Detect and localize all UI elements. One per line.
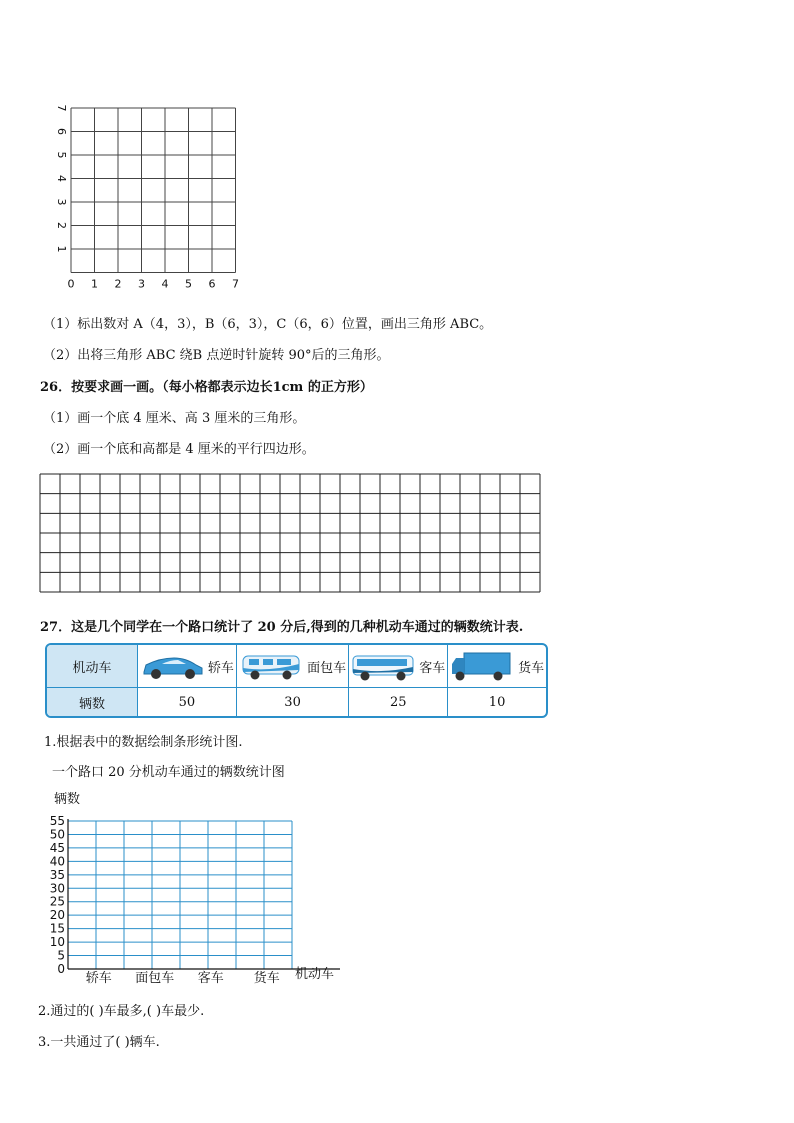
chart-y-tick: 35 — [49, 867, 65, 882]
vehicle-cell-bus — [349, 645, 448, 688]
q27-title: 27．这是几个同学在一个路口统计了 20 分后,得到的几种机动车通过的辆数统计表. — [40, 620, 524, 635]
chart-y-tick: 0 — [57, 962, 65, 976]
coordinate-grid — [50, 100, 250, 290]
chart-y-tick: 5 — [57, 948, 65, 963]
y-tick-label: 4 — [55, 175, 68, 182]
x-tick-label: 2 — [114, 277, 122, 290]
vehicle-label-truck: 货车 — [518, 660, 545, 676]
q27-sub3: 3.一共通过了( )辆车. — [38, 1035, 160, 1050]
truck-icon — [450, 650, 516, 682]
coordinate-x-ticks — [68, 278, 240, 291]
x-tick-label: 3 — [138, 277, 145, 290]
table-header-label: 机动车 — [47, 645, 138, 688]
chart-y-tick: 45 — [49, 840, 65, 855]
y-tick-label: 2 — [55, 222, 68, 229]
chart-y-tick: 20 — [49, 908, 65, 923]
vehicle-cell-truck — [448, 645, 546, 688]
q26-title: 26．按要求画一画。（每小格都表示边长1cm 的正方形） — [40, 380, 373, 395]
coordinate-y-ticks — [55, 105, 68, 253]
chart-category-label: 货车 — [253, 971, 280, 985]
coordinate-grid-lines — [71, 108, 236, 273]
chart-x-categories — [86, 970, 280, 985]
q26-part2: （2）画一个底和高都是 4 厘米的平行四边形。 — [43, 442, 315, 457]
chart-y-tick: 50 — [49, 827, 65, 842]
vehicle-label-bus: 客车 — [419, 660, 446, 676]
vehicle-label-van: 面包车 — [307, 660, 347, 676]
chart-grid — [68, 821, 292, 969]
x-tick-label: 4 — [161, 277, 169, 290]
x-tick-label: 7 — [232, 277, 239, 290]
chart-category-label: 面包车 — [135, 971, 175, 985]
x-tick-label: 0 — [67, 277, 75, 290]
bar-chart — [40, 785, 360, 985]
count-bus: 25 — [349, 688, 448, 716]
drawing-grid — [38, 472, 542, 594]
q27-sub2: 2.通过的( )车最多,( )车最少. — [38, 1004, 205, 1019]
car-icon — [140, 650, 206, 682]
count-van: 30 — [237, 688, 349, 716]
chart-y-tick: 40 — [49, 854, 65, 869]
q27-sub1: 1.根据表中的数据绘制条形统计图. — [44, 735, 243, 750]
vehicle-cell-car — [138, 645, 237, 688]
chart-y-tick: 25 — [49, 894, 65, 909]
table-count-label: 辆数 — [47, 688, 138, 716]
x-tick-label: 1 — [91, 277, 98, 290]
chart-y-tick: 10 — [49, 935, 65, 950]
y-tick-label: 6 — [55, 128, 68, 135]
chart-y-tick: 55 — [49, 814, 65, 828]
y-tick-label: 7 — [55, 104, 68, 112]
chart-x-axis-label: 机动车 — [295, 967, 335, 982]
drawing-grid-lines — [40, 474, 540, 592]
q25-part2: （2）出将三角形 ABC 绕B 点逆时针旋转 90°后的三角形。 — [43, 348, 390, 363]
count-car: 50 — [138, 688, 237, 716]
chart-title-text: 一个路口 20 分机动车通过的辆数统计图 — [52, 765, 285, 780]
q26-part1: （1）画一个底 4 厘米、高 3 厘米的三角形。 — [43, 411, 306, 426]
x-tick-label: 5 — [185, 277, 192, 290]
chart-y-ticks — [50, 814, 65, 976]
count-truck: 10 — [488, 694, 506, 710]
chart-axes — [68, 819, 340, 969]
vehicle-count-table — [45, 643, 548, 718]
y-tick-label: 3 — [55, 198, 68, 206]
q25-part1: （1）标出数对 A（4，3），B（6，3），C（6，6）位置，画出三角形 ABC。 — [43, 317, 493, 332]
chart-y-tick: 30 — [49, 881, 65, 896]
y-tick-label: 1 — [55, 245, 68, 253]
y-tick-label: 5 — [55, 151, 68, 159]
chart-category-label: 轿车 — [85, 971, 112, 985]
x-tick-label: 6 — [208, 277, 216, 290]
chart-y-tick: 15 — [49, 921, 65, 936]
chart-category-label: 客车 — [197, 971, 224, 985]
van-icon — [239, 650, 305, 682]
chart-y-axis-label: 辆数 — [54, 792, 81, 807]
bus-icon — [351, 650, 417, 682]
vehicle-label-car: 轿车 — [207, 660, 234, 676]
vehicle-cell-van — [237, 645, 349, 688]
